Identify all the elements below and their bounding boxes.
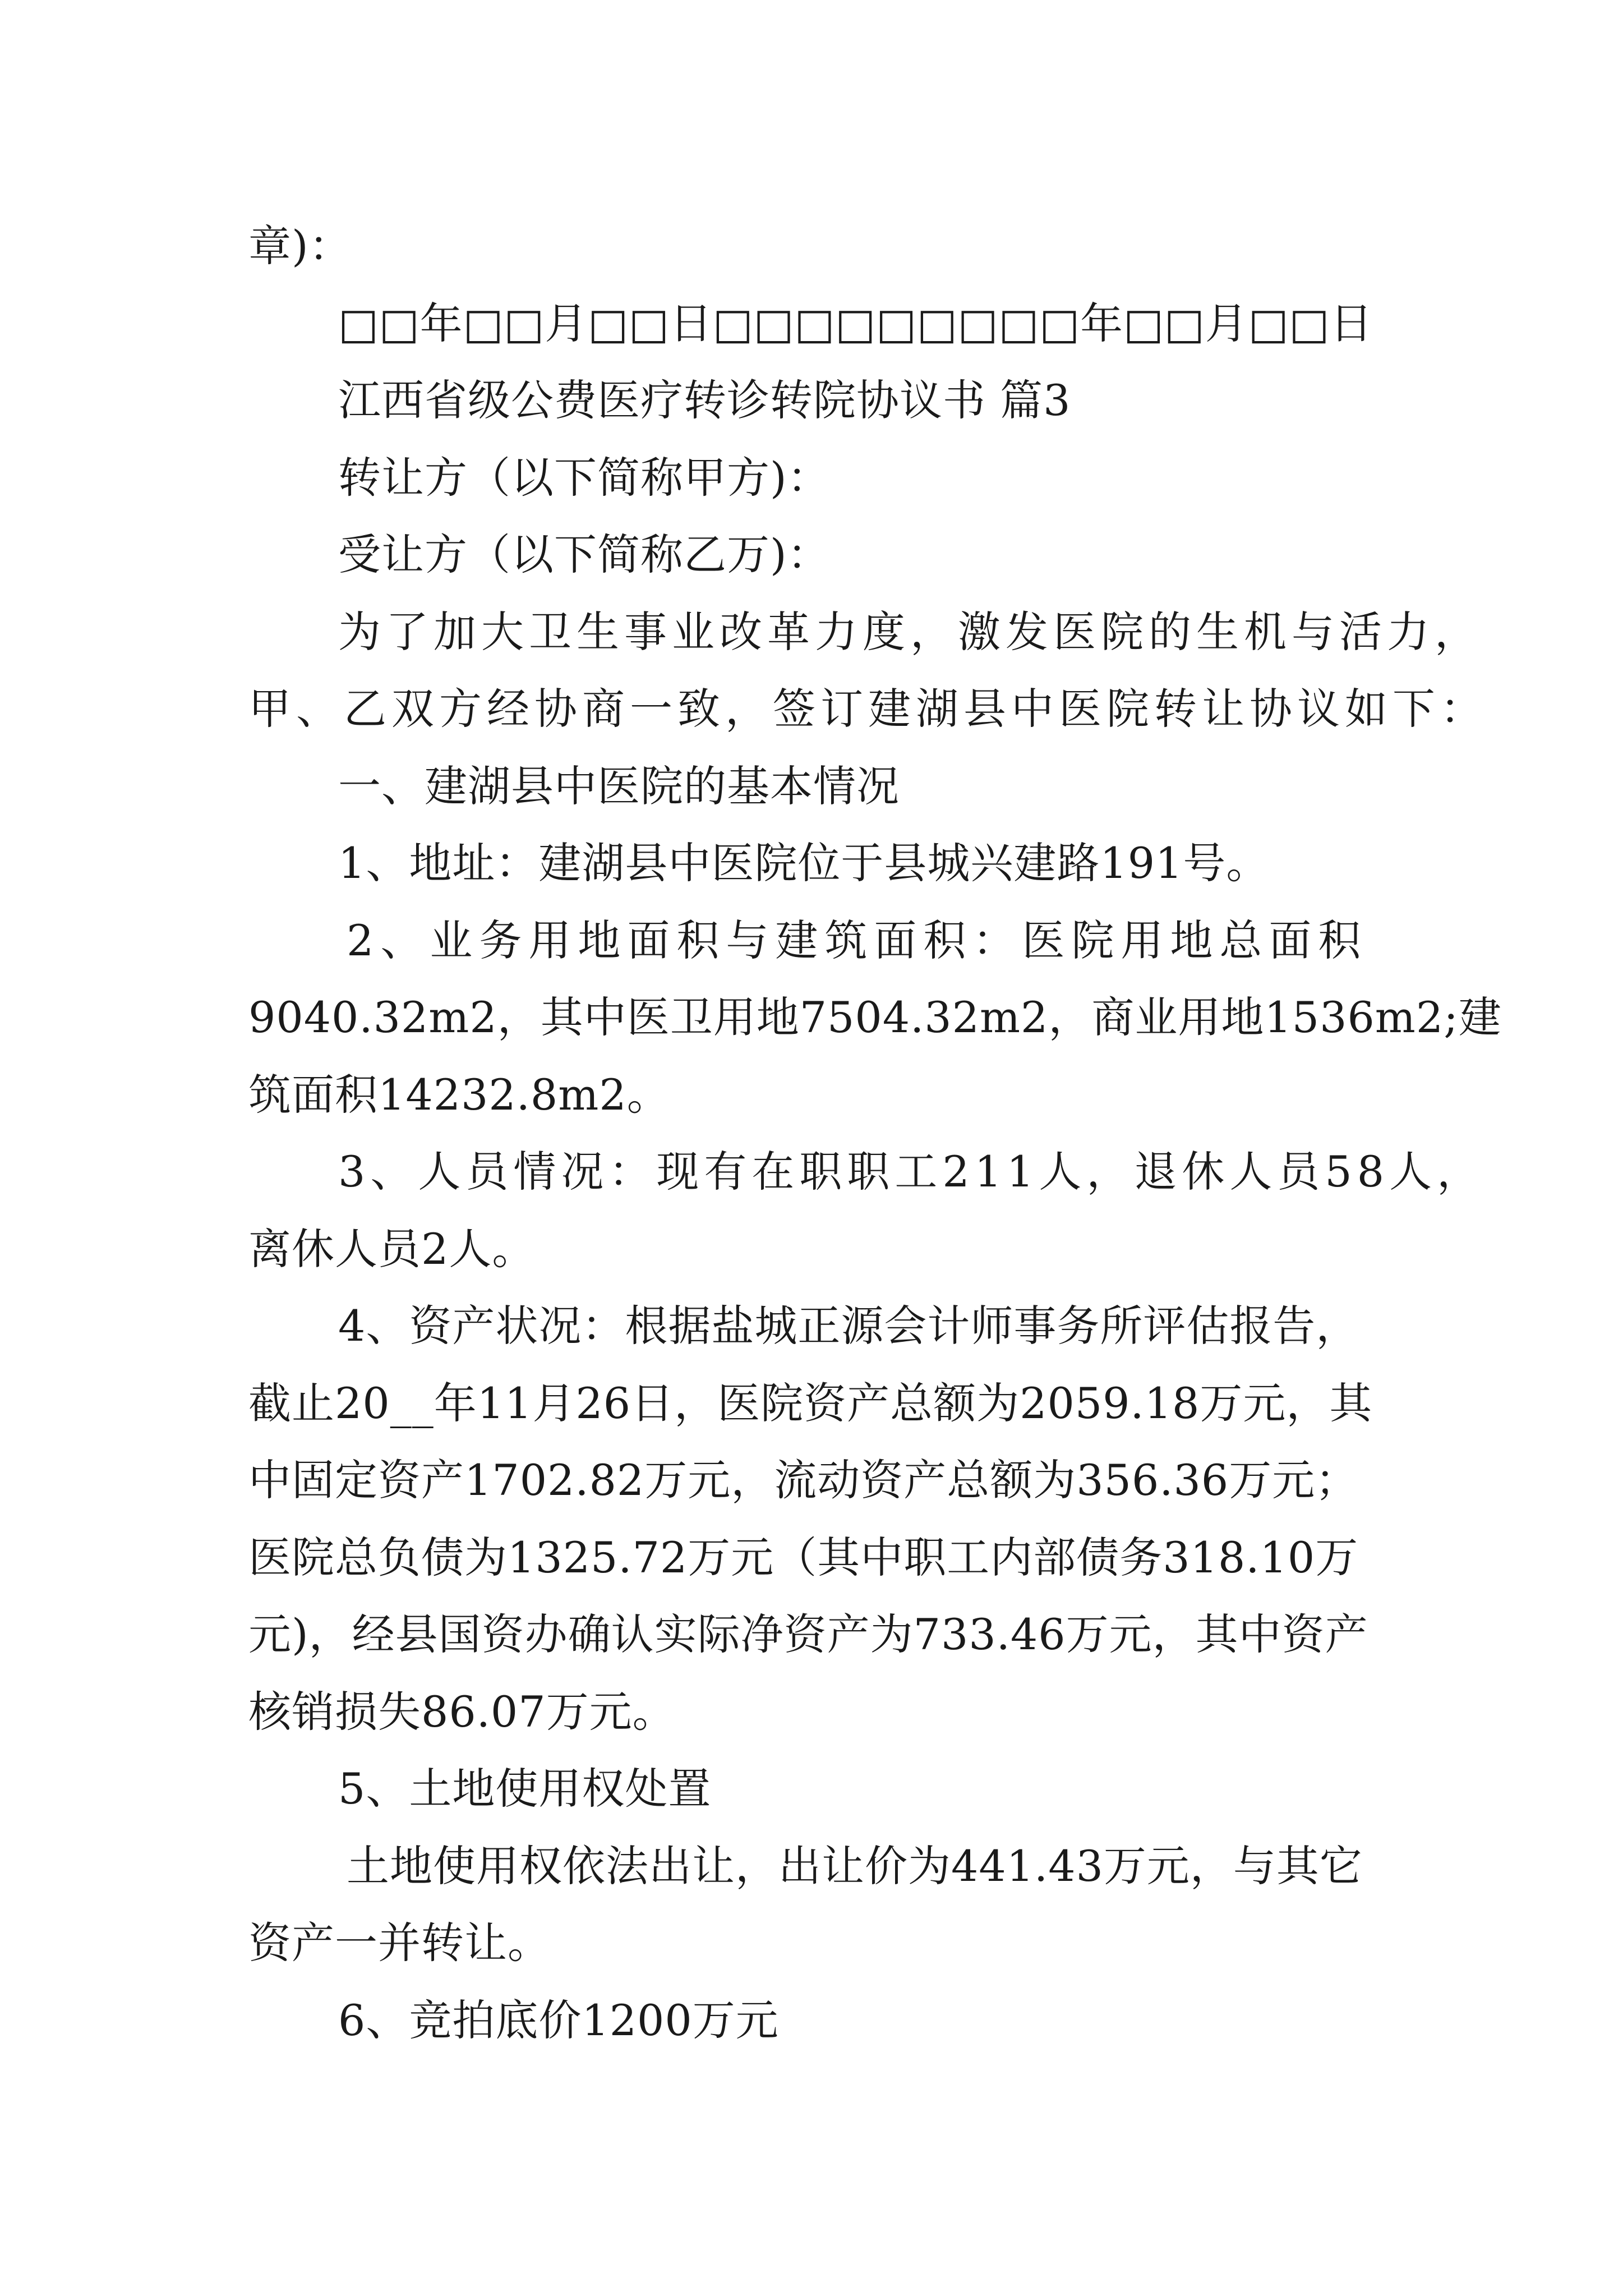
item-address: 1、地址：建湖县中医院位于县城兴建路191号。 xyxy=(338,838,1270,888)
item-reserve-price: 6、竞拍底价1200万元 xyxy=(338,1995,779,2045)
paragraph-line: 为了加大卫生事业改革力度，激发医院的生机与活力， xyxy=(338,606,1482,657)
document-body xyxy=(248,208,1502,2059)
date-line: □□年□□月□□日□□□□□□□□□年□□月□□日 xyxy=(338,298,1373,348)
item-land-area: 2、业务用地面积与建筑面积：医院用地总面积 xyxy=(347,915,1368,965)
paragraph-line: 甲、乙双方经协商一致，签订建湖县中医院转让协议如下： xyxy=(248,684,1488,734)
paragraph-line: 核销损失86.07万元。 xyxy=(248,1686,676,1737)
text-line: 章)： xyxy=(248,221,352,271)
transferor-line: 转让方（以下简称甲方)： xyxy=(338,452,831,503)
paragraph-line: 土地使用权依法出让，出让价为441.43万元，与其它 xyxy=(347,1841,1363,1891)
paragraph-line: 筑面积14232.8m2。 xyxy=(248,1069,670,1120)
paragraph-line: 中固定资产1702.82万元，流动资产总额为356.36万元； xyxy=(248,1455,1359,1505)
item-staff: 3、人员情况：现有在职职工211人，退休人员58人， xyxy=(338,1147,1485,1197)
paragraph-line: 元)，经县国资办确认实际净资产为733.46万元，其中资产 xyxy=(248,1609,1368,1659)
paragraph-line: 9040.32m2，其中医卫用地7504.32m2，商业用地1536m2;建 xyxy=(248,992,1502,1042)
heading-basic-info: 一、建湖县中医院的基本情况 xyxy=(338,761,900,811)
section-title: 江西省级公费医疗转诊转院协议书 篇3 xyxy=(338,375,1071,425)
item-assets: 4、资产状况：根据盐城正源会计师事务所评估报告， xyxy=(338,1301,1359,1351)
paragraph-line: 离休人员2人。 xyxy=(248,1223,536,1274)
paragraph-line: 截止20__年11月26日，医院资产总额为2059.18万元，其 xyxy=(248,1378,1373,1428)
paragraph-line: 资产一并转让。 xyxy=(248,1918,551,1968)
paragraph-line: 医院总负债为1325.72万元（其中职工内部债务318.10万 xyxy=(248,1532,1359,1582)
item-land-use-right: 5、土地使用权处置 xyxy=(338,1764,712,1814)
transferee-line: 受让方（以下简称乙万)： xyxy=(338,530,831,579)
